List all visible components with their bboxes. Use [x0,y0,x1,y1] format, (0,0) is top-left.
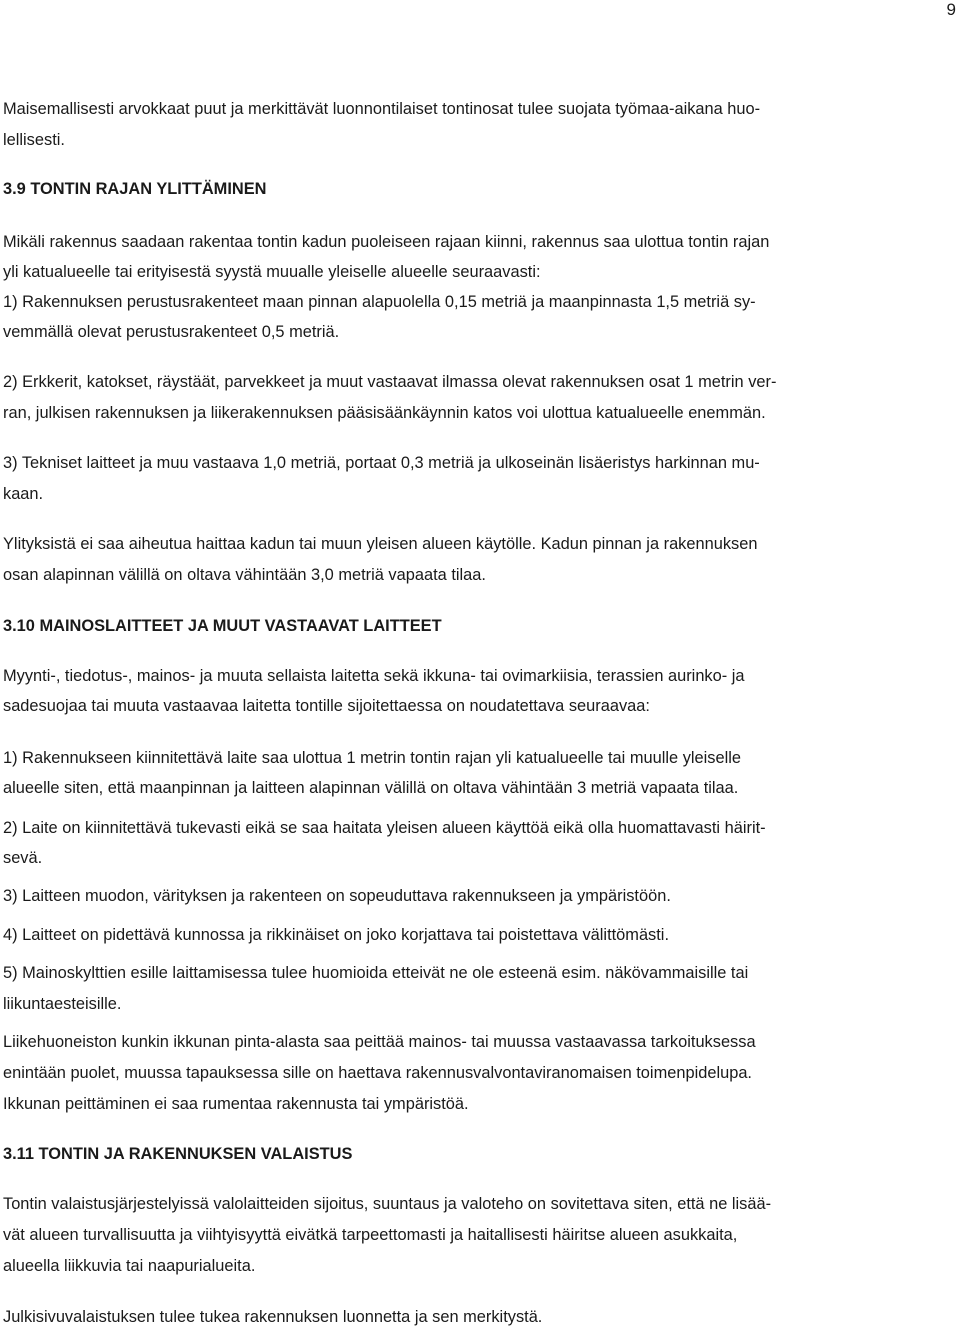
text-line: alueella liikkuvia tai naapurialueita. [3,1257,256,1275]
text-line: alueelle siten, että maanpinnan ja laitteen alapinnan välillä on oltava vähintään 3 metriä vapaata tilaa. [3,779,739,797]
text-line: Myynti-, tiedotus-, mainos- ja muuta sellaista laitetta sekä ikkuna- tai ovimarkiisia, terassien aurinko- ja [3,667,745,685]
text-line: 4) Laitteet on pidettävä kunnossa ja rikkinäiset on joko korjattava tai poistettava välittömästi. [3,926,670,944]
section-heading-3-10: 3.10 MAINOSLAITTEET JA MUUT VASTAAVAT LAITTEET [3,617,442,635]
paragraph-3-10-2 [3,743,951,803]
text-line: 2) Erkkerit, katokset, räystäät, parvekkeet ja muut vastaavat ilmassa olevat rakennuksen osat 1 metrin ver- [3,373,777,391]
text-line: sevä. [3,849,43,867]
text-line: 1) Rakennukseen kiinnitettävä laite saa ulottua 1 metrin tontin rajan yli katualueelle tai muulle yleiselle [3,749,741,767]
paragraph-3-10-1 [3,661,951,721]
paragraph-3-10-6 [3,958,951,1020]
text-line: enintään puolet, muussa tapauksessa sille on haettava rakennusvalvontaviranomaisen toimenpidelupa. [3,1064,752,1082]
intro-paragraph [3,94,951,156]
section-heading-3-11: 3.11 TONTIN JA RAKENNUKSEN VALAISTUS [3,1145,353,1163]
text-line: Tontin valaistusjärjestelyissä valolaitteiden sijoitus, suuntaus ja valoteho on sovitettava siten, että ne lisää- [3,1195,772,1213]
text-line: Ylityksistä ei saa aiheutua haittaa kadun tai muun yleisen alueen käytölle. Kadun pinnan ja rakennuksen [3,535,758,553]
page-number: 9 [946,0,956,19]
text-line: ran, julkisen rakennuksen ja liikerakennuksen pääsisäänkäynnin katos voi ulottua katualueelle enemmän. [3,404,766,422]
text-line: osan alapinnan välillä on oltava vähintään 3,0 metriä vapaata tilaa. [3,566,486,584]
paragraph-3-9-3 [3,448,951,510]
text-line: Julkisivuvalaistuksen tulee tukea rakennuksen luonnetta ja sen merkitystä. [3,1308,543,1326]
text-line: liikuntaesteisille. [3,995,122,1013]
text-line: vemmällä olevat perustusrakenteet 0,5 metriä. [3,323,340,341]
text-line: sadesuojaa tai muuta vastaavaa laitetta tontille sijoitettaessa on noudatettava seuraavaa: [3,697,650,715]
text-line: Maisemallisesti arvokkaat puut ja merkittävät luonnontilaiset tontinosat tulee suojata työmaa-aikana huo- [3,100,761,118]
paragraph-3-9-4 [3,529,951,591]
text-line: Ikkunan peittäminen ei saa rumentaa rakennusta tai ympäristöä. [3,1095,469,1113]
text-line: kaan. [3,485,44,503]
text-line: 1) Rakennuksen perustusrakenteet maan pinnan alapuolella 0,15 metriä ja maanpinnasta 1,5 metriä sy- [3,293,756,311]
paragraph-3-9-1 [3,227,951,347]
paragraph-3-10-7 [3,1027,951,1120]
text-line: Liikehuoneiston kunkin ikkunan pinta-alasta saa peittää mainos- tai muussa vastaavassa tarkoituksessa [3,1033,756,1051]
paragraph-3-10-5 [3,920,951,951]
text-line: 5) Mainoskylttien esille laittamisessa tulee huomioida etteivät ne ole esteenä esim. näkövammaisille tai [3,964,749,982]
paragraph-3-9-2 [3,367,951,429]
text-line: 3) Tekniset laitteet ja muu vastaava 1,0 metriä, portaat 0,3 metriä ja ulkoseinän lisäeristys harkinnan mu- [3,454,760,472]
section-heading-3-9: 3.9 TONTIN RAJAN YLITTÄMINEN [3,180,267,198]
paragraph-3-11-1 [3,1189,951,1282]
text-line: vät alueen turvallisuutta ja viihtyisyyttä eivätkä tarpeettomasti ja haitallisesti häiritse alueen asukkaita, [3,1226,738,1244]
text-line: lellisesti. [3,131,65,149]
text-line: Mikäli rakennus saadaan rakentaa tontin kadun puoleiseen rajaan kiinni, rakennus saa ulottua tontin rajan [3,233,770,251]
text-line: 2) Laite on kiinnitettävä tukevasti eikä se saa haitata yleisen alueen käyttöä eikä olla huomattavasti häirit- [3,819,766,837]
text-line: 3) Laitteen muodon, värityksen ja rakenteen on sopeuduttava rakennukseen ja ympäristöön. [3,887,671,905]
text-line: yli katualueelle tai erityisestä syystä muualle yleiselle alueelle seuraavasti: [3,263,541,281]
paragraph-3-10-3 [3,813,951,873]
paragraph-3-10-4 [3,881,951,912]
paragraph-3-11-2 [3,1302,951,1333]
